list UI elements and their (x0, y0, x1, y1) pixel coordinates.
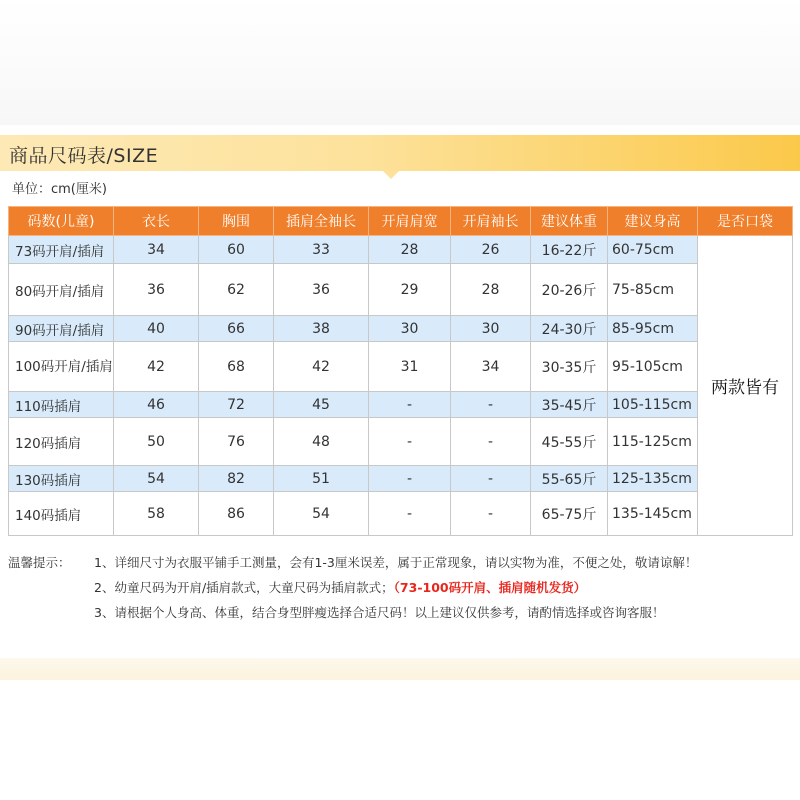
table-cell: - (451, 418, 531, 466)
size-cell: 110码插肩 (9, 392, 114, 418)
page-title: 商品尺码表/SIZE (9, 145, 159, 167)
table-cell: - (369, 492, 451, 536)
table-row (9, 418, 793, 466)
table-cell: - (451, 466, 531, 492)
table-cell: 26 (451, 236, 531, 264)
table-cell: 76 (199, 418, 274, 466)
note-text-3: 3、请根据个人身高、体重，结合身型胖瘦选择合适尺码！以上建议仅供参考，请酌情选择或咨询客服！ (94, 605, 665, 620)
table-cell: 33 (274, 236, 369, 264)
table-cell: 60 (199, 236, 274, 264)
table-cell: 58 (114, 492, 199, 536)
table-cell: 36 (274, 264, 369, 316)
table-cell: 30 (369, 316, 451, 342)
table-cell: 86 (199, 492, 274, 536)
table-cell: - (451, 392, 531, 418)
header-size: 码数(儿童) (9, 207, 114, 236)
table-cell: 45-55斤 (531, 418, 608, 466)
table-row (9, 316, 793, 342)
table-cell: 42 (114, 342, 199, 392)
table-cell: 62 (199, 264, 274, 316)
note-text-1: 1、详细尺寸为衣服平铺手工测量，会有1-3厘米误差，属于正常现象，请以实物为准，不便之处，敬请谅解！ (94, 555, 698, 570)
table-row (9, 466, 793, 492)
table-cell: 45 (274, 392, 369, 418)
table-cell: 125-135cm (608, 466, 698, 492)
table-cell: - (369, 392, 451, 418)
size-cell: 140码插肩 (9, 492, 114, 536)
header-height: 建议身高 (608, 207, 698, 236)
size-cell: 100码开肩/插肩 (9, 342, 114, 392)
table-cell: 60-75cm (608, 236, 698, 264)
table-cell: 54 (274, 492, 369, 536)
size-cell: 90码开肩/插肩 (9, 316, 114, 342)
table-cell: 66 (199, 316, 274, 342)
table-row (9, 492, 793, 536)
size-cell: 130码插肩 (9, 466, 114, 492)
table-cell: 40 (114, 316, 199, 342)
header-sleeve-length: 开肩袖长 (451, 207, 531, 236)
table-row (9, 342, 793, 392)
pocket-cell: 两款皆有 (698, 236, 793, 536)
table-row (9, 392, 793, 418)
table-cell: 28 (451, 264, 531, 316)
table-cell: 38 (274, 316, 369, 342)
table-cell: 50 (114, 418, 199, 466)
size-cell: 80码开肩/插肩 (9, 264, 114, 316)
title-pointer (383, 171, 399, 179)
note-highlight: （73-100码开肩、插肩随机发货） (393, 580, 587, 595)
table-cell: 105-115cm (608, 392, 698, 418)
top-background (0, 0, 800, 125)
table-cell: 85-95cm (608, 316, 698, 342)
size-cell: 120码插肩 (9, 418, 114, 466)
notes-section (8, 550, 798, 625)
table-cell: 16-22斤 (531, 236, 608, 264)
header-raglan-sleeve: 插肩全袖长 (274, 207, 369, 236)
table-cell: 24-30斤 (531, 316, 608, 342)
table-cell: 72 (199, 392, 274, 418)
note-line-1 (8, 550, 798, 575)
header-length: 衣长 (114, 207, 199, 236)
table-cell: 95-105cm (608, 342, 698, 392)
table-row (9, 236, 793, 264)
header-shoulder-width: 开肩肩宽 (369, 207, 451, 236)
table-cell: 20-26斤 (531, 264, 608, 316)
table-cell: 28 (369, 236, 451, 264)
table-row (9, 264, 793, 316)
table-cell: - (369, 418, 451, 466)
table-cell: 68 (199, 342, 274, 392)
table-cell: - (369, 466, 451, 492)
bottom-band (0, 658, 800, 680)
note-line-2 (8, 575, 798, 600)
table-cell: 34 (114, 236, 199, 264)
table-cell: 135-145cm (608, 492, 698, 536)
header-weight: 建议体重 (531, 207, 608, 236)
table-cell: 31 (369, 342, 451, 392)
table-cell: 55-65斤 (531, 466, 608, 492)
table-cell: 30-35斤 (531, 342, 608, 392)
table-cell: 51 (274, 466, 369, 492)
table-cell: 35-45斤 (531, 392, 608, 418)
table-cell: 54 (114, 466, 199, 492)
table-cell: 48 (274, 418, 369, 466)
table-cell: 82 (199, 466, 274, 492)
unit-label: 单位：cm(厘米) (12, 182, 107, 197)
size-cell: 73码开肩/插肩 (9, 236, 114, 264)
table-cell: 36 (114, 264, 199, 316)
table-cell: 115-125cm (608, 418, 698, 466)
notes-label: 温馨提示： (8, 555, 71, 570)
header-chest: 胸围 (199, 207, 274, 236)
table-cell: 42 (274, 342, 369, 392)
table-cell: 30 (451, 316, 531, 342)
table-cell: 75-85cm (608, 264, 698, 316)
table-header-row (9, 207, 793, 236)
size-table (8, 206, 793, 536)
table-cell: 46 (114, 392, 199, 418)
header-pocket: 是否口袋 (698, 207, 793, 236)
table-cell: 29 (369, 264, 451, 316)
note-line-3 (8, 600, 798, 625)
table-cell: - (451, 492, 531, 536)
note-text-2: 2、幼童尺码为开肩/插肩款式，大童尺码为插肩款式； (94, 580, 394, 595)
table-cell: 65-75斤 (531, 492, 608, 536)
table-cell: 34 (451, 342, 531, 392)
